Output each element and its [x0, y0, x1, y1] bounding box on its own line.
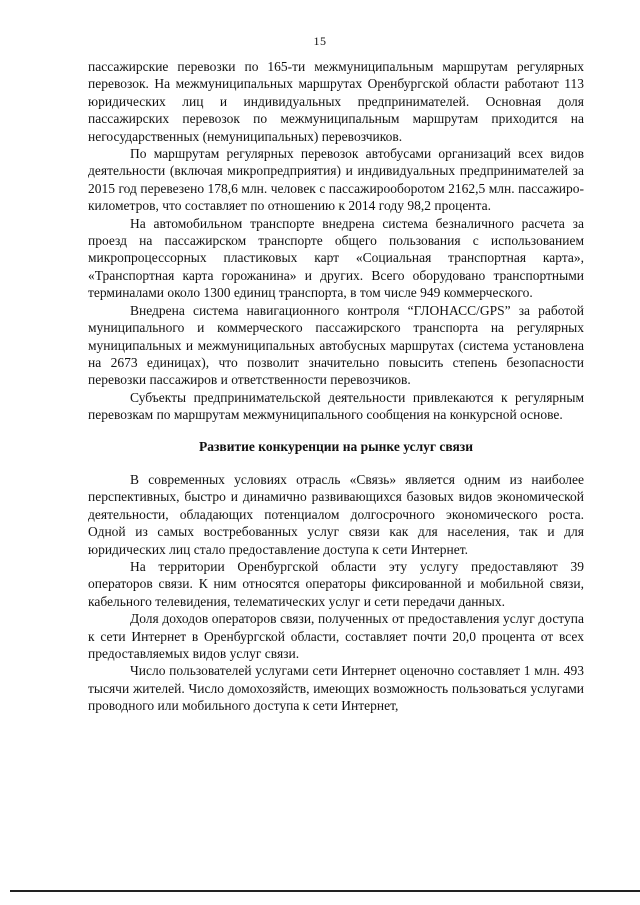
paragraph-bus-statistics: По маршрутам регулярных перевозок автобусами организаций всех видов деятельности (включая микропредприятия) и индивидуальных предпринимателей за 2015 год перевезено 178,6 млн. человек с пассажирооборотом 2162,5 млн. пассажиро-километров, что составляет по отношению к 2014 году 98,2 процента.: [88, 146, 584, 214]
bottom-divider: [10, 890, 640, 892]
page-number: 15: [313, 34, 327, 48]
paragraph-competitive-basis: Субъекты предпринимательской деятельности привлекаются к регулярным перевозкам по маршрутам межмуниципального сообщения на конкурсной основе.: [88, 389, 584, 423]
paragraph-cashless-payment: На автомобильном транспорте внедрена система безналичного расчета за проезд на пассажирском транспорте общего пользования с использованием микропроцессорных пластиковых карт «Социальная транспортная карта», «Транспортная карта горожанина» и других. Всего оборудовано транспортными терминалами около 1300 единиц транспорта, в том числе 949 коммерческого.: [88, 215, 584, 301]
paragraph-internet-users: Число пользователей услугами сети Интернет оценочно составляет 1 млн. 493 тысячи жителей. Число домохозяйств, имеющих возможность пользоваться услугами проводного или мобильного доступа к сети Интернет,: [88, 663, 584, 714]
paragraph-passenger-routes: пассажирские перевозки по 165-ти межмуниципальным маршрутам регулярных перевозок. На межмуниципальных маршрутах Оренбургской области работают 113 юридических лиц и индивидуальных предпринимателей. Основная доля пассажирских перевозок по межмуниципальным маршрутам приходится на негосударственных (немуниципальных) перевозчиков.: [88, 59, 584, 144]
page-body: [88, 58, 584, 715]
paragraph-internet-operators: На территории Оренбургской области эту услугу предоставляют 39 операторов связи. К ним относятся операторы фиксированной и мобильной связи, кабельного телевидения, телематических услуг и сети передачи данных.: [88, 558, 584, 609]
section-heading: Развитие конкуренции на рынке услуг связи: [198, 438, 474, 454]
paragraph-glonass-system: Внедрена система навигационного контроля “ГЛОНАСС/GPS” за работой муниципального и коммерческого пассажирского транспорта на регулярных муниципальных и межмуниципальных автобусных маршрутах (система установлена на 2673 единицах), что позволит значительно повысить степень безопасности перевозки пассажиров и ответственности перевозчиков.: [88, 302, 584, 388]
paragraph-communications-industry: В современных условиях отрасль «Связь» является одним из наиболее перспективных, быстро и динамично развивающихся базовых видов экономической деятельности, обладающих потенциалом долгосрочного экономического роста. Одной из самых востребованных услуг связи как для населения, так и для юридических лиц стало предоставление доступа к сети Интернет.: [88, 471, 584, 557]
paragraph-internet-revenue-share: Доля доходов операторов связи, полученных от предоставления услуг доступа к сети Интернет в Оренбургской области, составляет почти 20,0 процента от всех предоставляемых видов услуг связи.: [88, 611, 584, 661]
